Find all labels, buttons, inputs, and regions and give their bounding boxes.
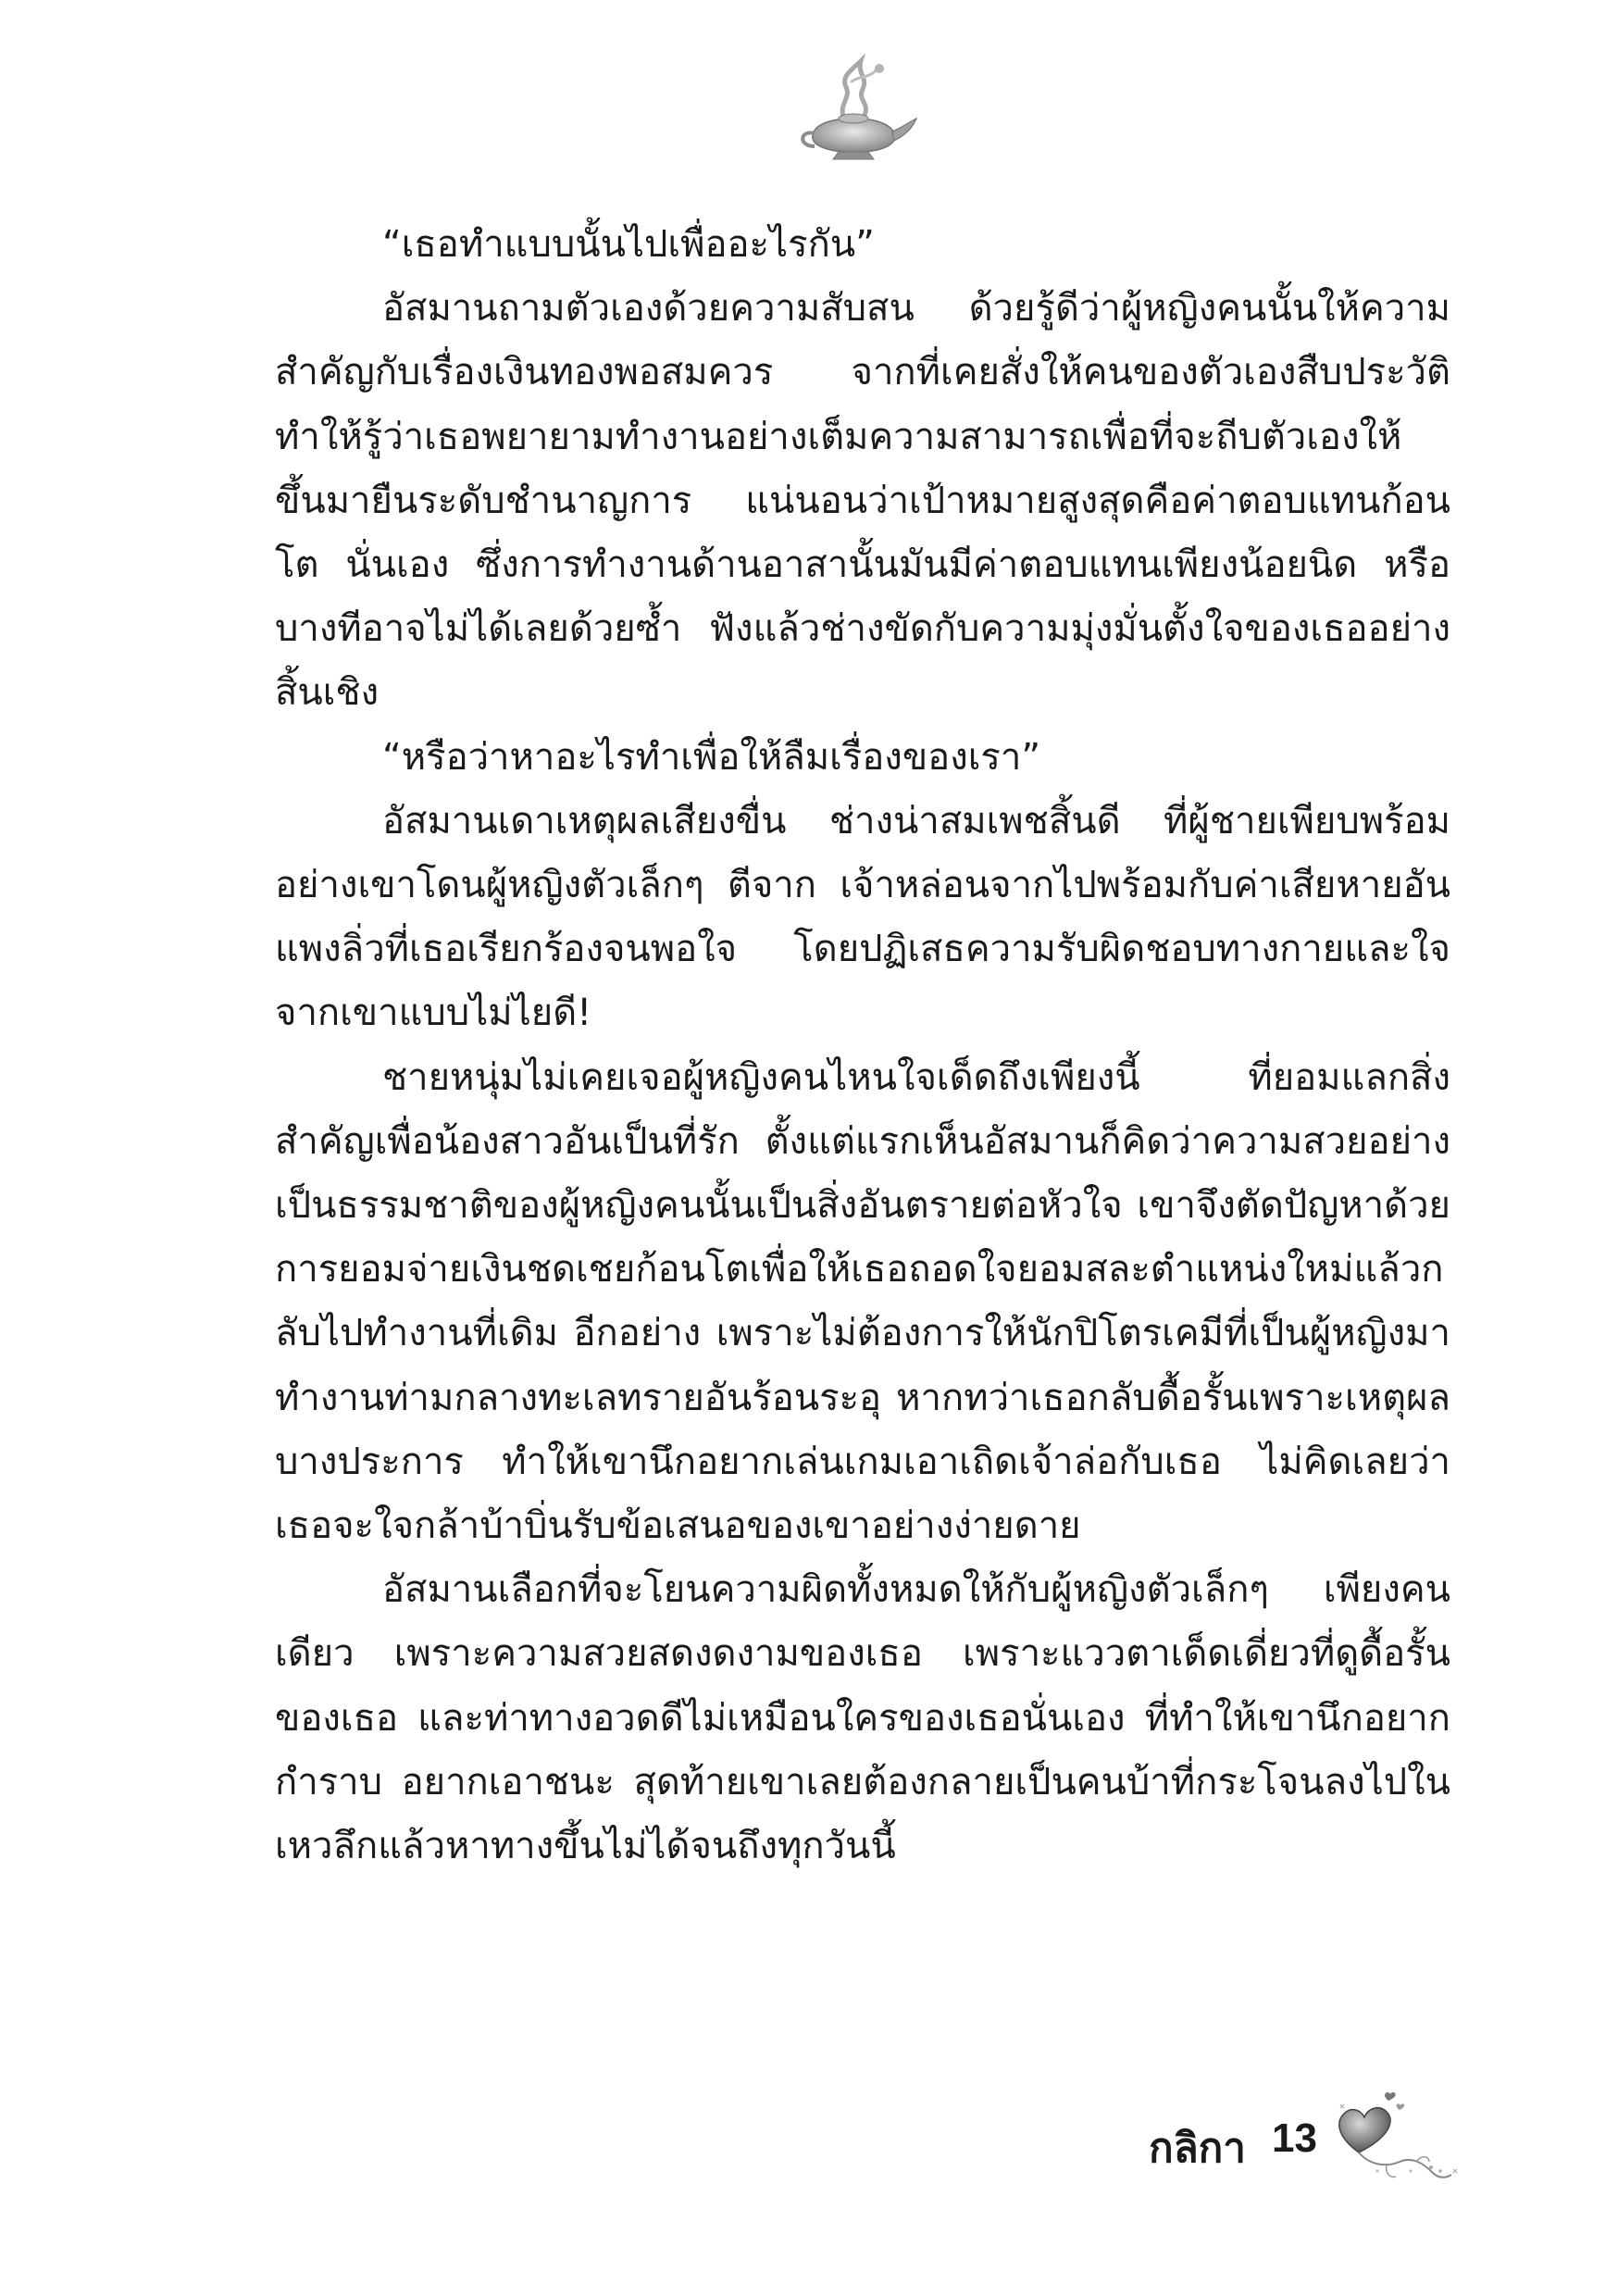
paragraph: อัสมานเลือกที่จะโยนความผิดทั้งหมดให้กับผู้หญิงตัวเล็กๆ เพียงคนเดียว เพราะความสวยสดงดงามของเธอ เพราะแววตาเด็ดเดี่ยวที่ดูดื้อรั้นของเธอ และท่าทางอวดดีไม่เหมือนใครของเธอนั่นเอง ที่ทำให้เขานึกอยากกำราบ อยากเอาชนะ สุดท้ายเขาเลยต้องกลายเป็นคนบ้าที่กระโจนลงไปในเหวลึกแล้วหาทางขึ้นไม่ได้จนถึงทุกวันนี้ bbox=[275, 1568, 1450, 1868]
heart-vine-icon bbox=[1322, 2088, 1461, 2190]
page-number: 13 bbox=[1272, 2115, 1317, 2161]
book-title: กลิกา bbox=[1149, 2125, 1246, 2172]
page-footer bbox=[942, 2088, 1461, 2190]
paragraph: อัสมานถามตัวเองด้วยความสับสน ด้วยรู้ดีว่าผู้หญิงคนนั้นให้ความสำคัญกับเรื่องเงินทองพอสมควร จากที่เคยสั่งให้คนของตัวเองสืบประวัติ ทำให้รู้ว่าเธอพยายามทำงานอย่างเต็มความสามารถเพื่อที่จะถีบตัวเองให้ขึ้นมายืนระดับชำนาญการ แน่นอนว่าเป้าหมายสูงสุดคือค่าตอบแทนก้อนโต นั่นเอง ซึ่งการทำงานด้านอาสานั้นมันมีค่าตอบแทนเพียงน้อยนิด หรือบางทีอาจไม่ได้เลยด้วยซ้ำ ฟังแล้วช่างขัดกับความมุ่งมั่นตั้งใจของเธออย่างสิ้นเชิง bbox=[275, 287, 1450, 715]
paragraph: อัสมานเดาเหตุผลเสียงขื่น ช่างน่าสมเพชสิ้นดี ที่ผู้ชายเพียบพร้อมอย่างเขาโดนผู้หญิงตัวเล็กๆ ตีจาก เจ้าหล่อนจากไปพร้อมกับค่าเสียหายอันแพงลิ่วที่เธอเรียกร้องจนพอใจ โดยปฏิเสธความรับผิดชอบทางกายและใจจากเขาแบบไม่ไยดี! bbox=[275, 799, 1450, 1035]
paragraph: “เธอทำแบบนั้นไปเพื่ออะไรกัน” bbox=[382, 223, 875, 266]
paragraph: “หรือว่าหาอะไรทำเพื่อให้ลืมเรื่องของเรา” bbox=[382, 735, 1041, 779]
paragraph: ชายหนุ่มไม่เคยเจอผู้หญิงคนไหนใจเด็ดถึงเพียงนี้ ที่ยอมแลกสิ่งสำคัญเพื่อน้องสาวอันเป็นที่รัก ตั้งแต่แรกเห็นอัสมานก็คิดว่าความสวยอย่างเป็นธรรมชาติของผู้หญิงคนนั้นเป็นสิ่งอันตรายต่อหัวใจ เขาจึงตัดปัญหาด้วยการยอมจ่ายเงินชดเชยก้อนโตเพื่อให้เธอถอดใจยอมสละตำแหน่งใหม่แล้วกลับไปทำงานที่เดิม อีกอย่าง เพราะไม่ต้องการให้นักปิโตรเคมีที่เป็นผู้หญิงมาทำงานท่ามกลางทะเลทรายอันร้อนระอุ หากทว่าเธอกลับดื้อรั้นเพราะเหตุผลบางประการ ทำให้เขานึกอยากเล่นเกมเอาเถิดเจ้าล่อกับเธอ ไม่คิดเลยว่าเธอจะใจกล้าบ้าบิ่นรับข้อเสนอของเขาอย่างง่ายดาย bbox=[275, 1055, 1450, 1548]
body-text bbox=[275, 213, 1450, 1878]
magic-lamp-icon bbox=[787, 54, 926, 165]
